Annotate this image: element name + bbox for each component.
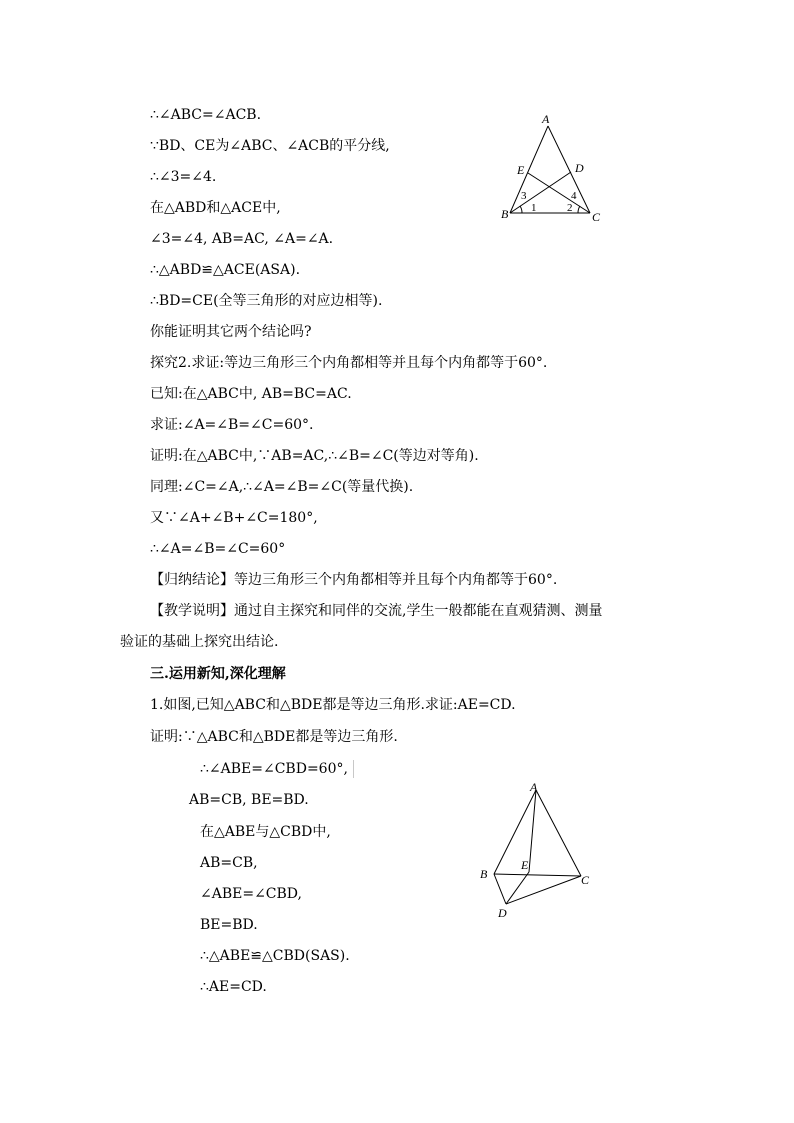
text-line-28: ∴△ABE≌△CBD(SAS). xyxy=(200,948,350,964)
fig2-label-E: E xyxy=(521,858,529,872)
fig2-label-B: B xyxy=(480,867,488,881)
text-line-20: 1.如图,已知△ABC和△BDE都是等边三角形.求证:AE=CD. xyxy=(150,697,516,713)
text-line-8: 你能证明其它两个结论吗? xyxy=(150,324,312,340)
figure-equilateral-triangles xyxy=(475,780,600,920)
text-cursor xyxy=(353,760,354,778)
fig1-label-B: B xyxy=(501,207,509,221)
fig1-angle-4: 4 xyxy=(571,190,577,202)
text-line-7: ∴BD=CE(全等三角形的对应边相等). xyxy=(150,293,383,309)
fig1-angle-1: 1 xyxy=(531,202,537,214)
text-line-9: 探究2.求证:等边三角形三个内角都相等并且每个内角都等于60°. xyxy=(150,355,548,371)
text-line-18: 验证的基础上探究出结论. xyxy=(120,634,279,650)
text-line-12: 证明:在△ABC中,∵AB=AC,∴∠B=∠C(等边对等角). xyxy=(150,448,479,464)
text-line-22: ∴∠ABE=∠CBD=60°, xyxy=(200,761,348,777)
text-line-29: ∴AE=CD. xyxy=(200,979,267,995)
text-line-10: 已知:在△ABC中, AB=BC=AC. xyxy=(150,386,352,402)
text-line-24: 在△ABE与△CBD中, xyxy=(200,824,331,840)
text-line-14: 又∵∠A+∠B+∠C=180°, xyxy=(150,510,318,526)
text-line-27: BE=BD. xyxy=(200,917,258,933)
text-line-6: ∴△ABD≌△ACE(ASA). xyxy=(150,262,301,278)
text-line-13: 同理:∠C=∠A,∴∠A=∠B=∠C(等量代换). xyxy=(150,479,414,495)
text-line-26: ∠ABE=∠CBD, xyxy=(200,886,302,902)
text-line-4: 在△ABD和△ACE中, xyxy=(150,200,281,216)
text-line-23: AB=CB, BE=BD. xyxy=(189,792,309,808)
text-line-17: 【教学说明】通过自主探究和同伴的交流,学生一般都能在直观猜测、测量 xyxy=(150,603,603,619)
text-line-16: 【归纳结论】等边三角形三个内角都相等并且每个内角都等于60°. xyxy=(150,572,558,588)
fig1-label-D: D xyxy=(575,161,584,175)
text-line-25: AB=CB, xyxy=(200,855,258,871)
fig1-label-C: C xyxy=(592,210,601,224)
fig2-label-C: C xyxy=(581,873,590,887)
text-line-11: 求证:∠A=∠B=∠C=60°. xyxy=(150,417,314,433)
text-line-21: 证明:∵△ABC和△BDE都是等边三角形. xyxy=(150,729,398,745)
fig1-angle-3: 3 xyxy=(521,190,527,202)
text-line-5: ∠3=∠4, AB=AC, ∠A=∠A. xyxy=(150,231,334,247)
text-line-1: ∴∠ABC=∠ACB. xyxy=(150,107,262,123)
fig1-label-A: A xyxy=(542,112,550,126)
text-line-3: ∴∠3=∠4. xyxy=(150,169,217,185)
fig1-label-E: E xyxy=(517,163,525,177)
fig1-angle-2: 2 xyxy=(567,202,573,214)
text-line-2: ∵BD、CE为∠ABC、∠ACB的平分线, xyxy=(150,138,390,154)
figure-triangle-bisectors xyxy=(495,110,605,228)
text-line-15: ∴∠A=∠B=∠C=60° xyxy=(150,541,286,557)
fig2-label-A: A xyxy=(530,780,538,794)
section-heading: 三.运用新知,深化理解 xyxy=(150,666,286,682)
fig2-label-D: D xyxy=(498,906,507,920)
